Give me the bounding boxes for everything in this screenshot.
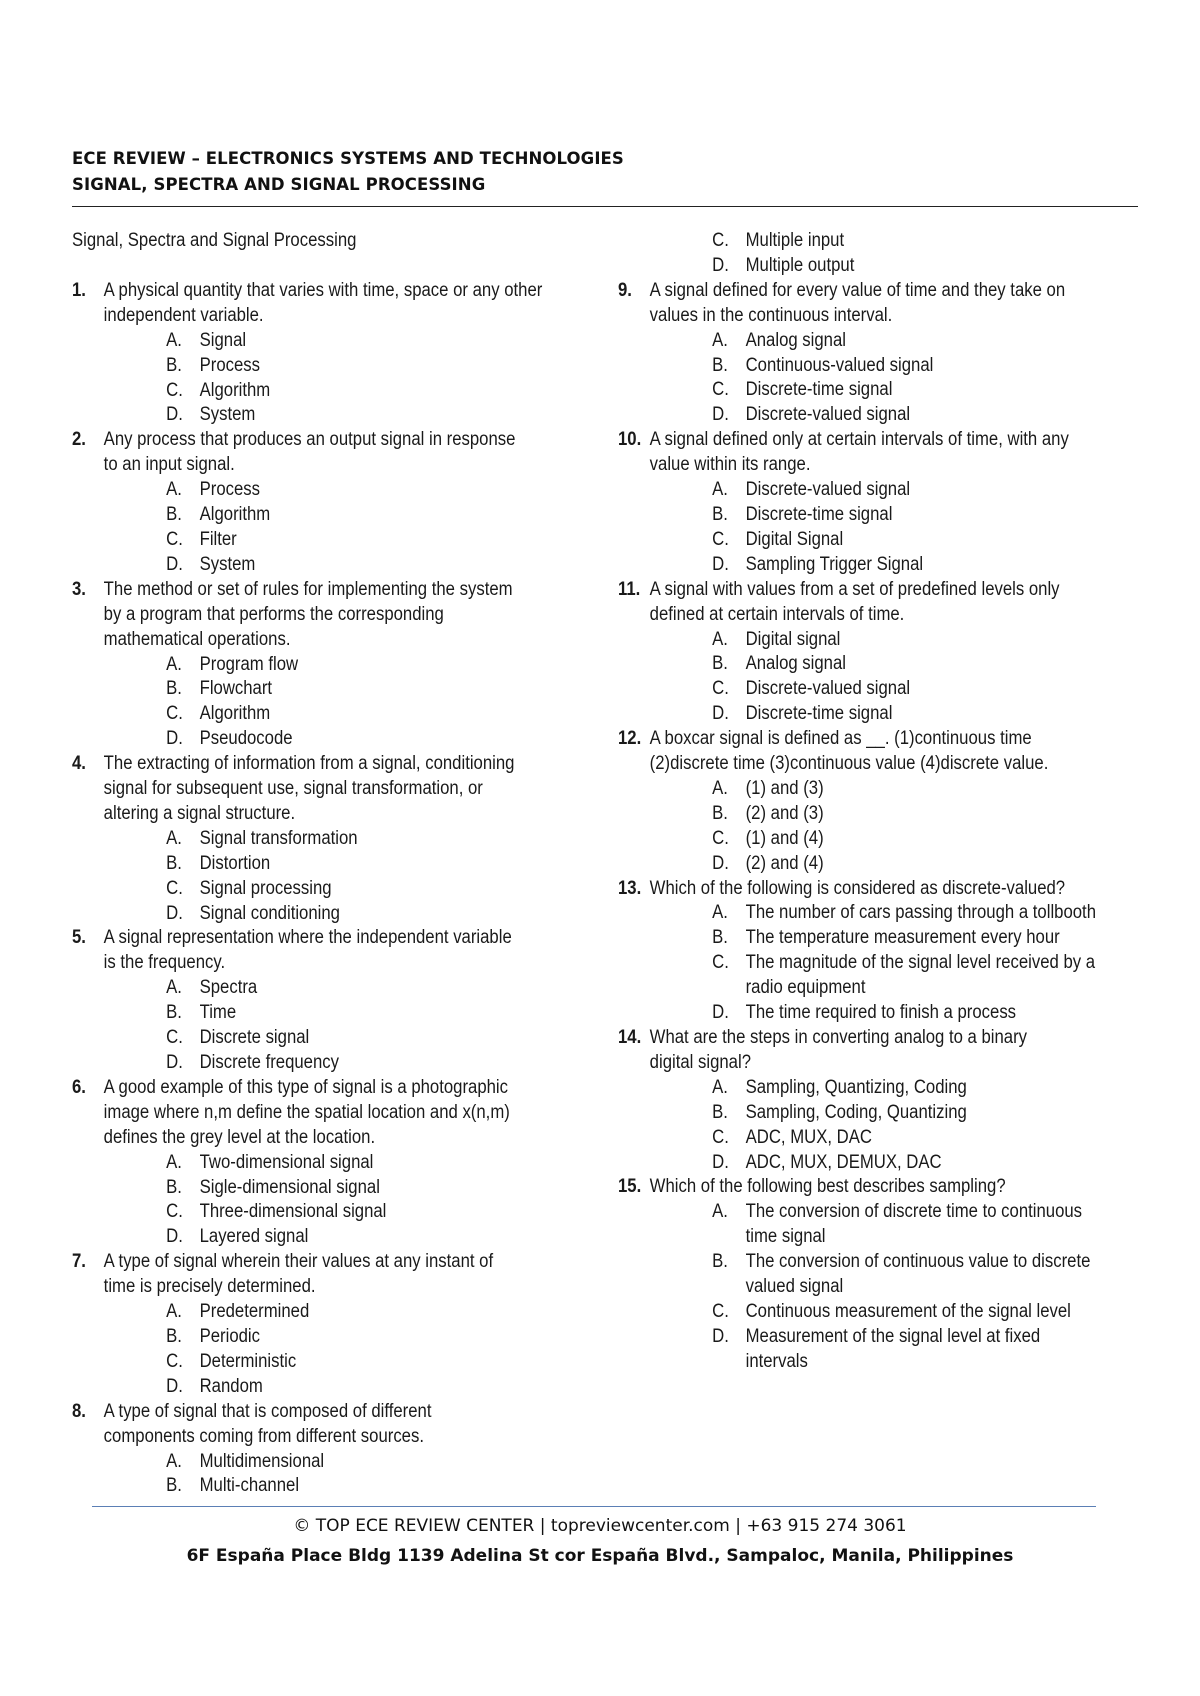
- question: [72, 428, 604, 478]
- answer-option: [618, 1325, 1150, 1375]
- header-divider: [72, 206, 1138, 207]
- answer-option: [618, 827, 1150, 852]
- option-letter: B.: [166, 1475, 182, 1497]
- option-letter: C.: [712, 678, 729, 700]
- option-letter: C.: [712, 379, 729, 401]
- question-number: 6.: [72, 1076, 86, 1098]
- answer-option: [72, 1474, 604, 1499]
- option-text: The magnitude of the signal level received by a radio equipment: [745, 952, 1096, 999]
- option-text: Three-dimensional signal: [199, 1201, 387, 1223]
- question-text: The extracting of information from a signal, conditioning signal for subsequent use, signal transformation, or altering a signal structure.: [103, 753, 515, 824]
- option-text: ADC, MUX, DEMUX, DAC: [745, 1151, 942, 1173]
- option-letter: A.: [712, 777, 728, 799]
- answer-option: [72, 1026, 604, 1051]
- question-text: A signal defined for every value of time and they take on values in the continuous interval.: [649, 279, 1066, 326]
- option-text: Spectra: [199, 977, 258, 999]
- question: [618, 727, 1150, 777]
- left-question-list: [72, 279, 604, 1499]
- option-text: Predetermined: [199, 1301, 310, 1323]
- option-letter: B.: [712, 1101, 728, 1123]
- option-letter: A.: [166, 329, 182, 351]
- option-letter: A.: [712, 1201, 728, 1223]
- option-letter: D.: [166, 553, 183, 575]
- answer-option: [618, 553, 1150, 578]
- option-text: Multiple input: [745, 230, 845, 251]
- footer-address: 6F España Place Bldg 1139 Adelina St cor España Blvd., Sampaloc, Manila, Philippines: [186, 1546, 1014, 1566]
- option-text: Periodic: [199, 1325, 261, 1347]
- answer-option: [618, 951, 1150, 1001]
- answer-option: [72, 1225, 604, 1250]
- option-letter: A.: [166, 1151, 182, 1173]
- option-letter: A.: [712, 628, 728, 650]
- option-text: Discrete-time signal: [745, 703, 893, 725]
- option-text: The conversion of continuous value to discrete valued signal: [745, 1251, 1091, 1298]
- answer-option: [618, 403, 1150, 428]
- option-text: System: [199, 404, 256, 426]
- option-text: Algorithm: [199, 504, 271, 526]
- question-number: 14.: [618, 1027, 642, 1048]
- option-text: Digital Signal: [745, 528, 844, 550]
- option-letter: B.: [712, 927, 728, 949]
- option-letter: A.: [166, 653, 182, 675]
- question-text: Which of the following is considered as discrete-valued?: [649, 877, 1066, 899]
- option-text: Flowchart: [199, 678, 273, 700]
- answer-option: [618, 901, 1150, 926]
- question-number: 15.: [618, 1176, 642, 1198]
- answer-option: [72, 528, 604, 553]
- option-letter: C.: [166, 877, 183, 899]
- answer-option: [618, 1001, 1150, 1026]
- option-text: (2) and (4): [745, 852, 824, 874]
- question-number: 2.: [72, 429, 86, 451]
- footer-divider: [92, 1506, 1096, 1507]
- question-number: 4.: [72, 753, 86, 775]
- answer-option: [72, 1200, 604, 1225]
- option-letter: C.: [712, 952, 729, 974]
- question: [618, 578, 1150, 628]
- answer-option: [72, 1350, 604, 1375]
- question-number: 7.: [72, 1251, 86, 1273]
- footer-contact: © TOP ECE REVIEW CENTER | topreviewcenter.com | +63 915 274 3061: [293, 1516, 907, 1536]
- option-text: Multiple output: [745, 254, 855, 276]
- option-text: Discrete-time signal: [745, 379, 893, 401]
- option-text: Discrete signal: [199, 1027, 310, 1049]
- answer-option: [618, 378, 1150, 403]
- option-letter: D.: [712, 1325, 729, 1347]
- option-letter: C.: [166, 528, 183, 550]
- answer-option: [72, 553, 604, 578]
- question-number: 11.: [618, 578, 641, 600]
- answer-option: [618, 1200, 1150, 1250]
- question: [618, 877, 1150, 902]
- option-text: (1) and (3): [745, 777, 824, 799]
- option-letter: B.: [166, 852, 182, 874]
- answer-option: [72, 1001, 604, 1026]
- answer-option: [618, 702, 1150, 727]
- answer-option: [72, 727, 604, 752]
- answer-option: [72, 902, 604, 927]
- answer-option: [618, 1101, 1150, 1126]
- question: [72, 279, 604, 329]
- question: [72, 1400, 604, 1450]
- option-text: Analog signal: [745, 329, 847, 351]
- option-letter: D.: [712, 1151, 729, 1173]
- header-title: ECE REVIEW – ELECTRONICS SYSTEMS AND TECHNOLOGIES: [72, 149, 624, 168]
- option-letter: A.: [166, 977, 182, 999]
- question-number: 10.: [618, 429, 642, 451]
- option-text: Multi-channel: [199, 1475, 300, 1497]
- option-text: Deterministic: [199, 1350, 297, 1372]
- option-text: Discrete frequency: [199, 1052, 339, 1073]
- question-text: A boxcar signal is defined as __. (1)continuous time (2)discrete time (3)continuous value (4)discrete value.: [649, 728, 1049, 775]
- question-text: Which of the following best describes sampling?: [649, 1176, 1006, 1198]
- option-text: Sampling Trigger Signal: [745, 553, 924, 575]
- option-text: The conversion of discrete time to continuous time signal: [745, 1201, 1083, 1248]
- option-text: (1) and (4): [745, 827, 824, 849]
- answer-option: [72, 827, 604, 852]
- option-text: Sampling, Coding, Quantizing: [745, 1101, 967, 1123]
- question: [72, 1076, 604, 1151]
- question-number: 8.: [72, 1400, 86, 1422]
- question-number: 3.: [72, 578, 86, 600]
- question-number: 13.: [618, 877, 642, 899]
- option-letter: D.: [166, 728, 183, 750]
- answer-option: [72, 403, 604, 428]
- question: [618, 1026, 1150, 1076]
- question-text: The method or set of rules for implementing the system by a program that performs the corresponding mathematical operations.: [103, 578, 513, 650]
- answer-option: [618, 777, 1150, 802]
- option-letter: C.: [166, 703, 183, 725]
- option-text: ADC, MUX, DAC: [745, 1126, 872, 1148]
- answer-option: [72, 478, 604, 503]
- answer-option: [72, 653, 604, 678]
- option-text: (2) and (3): [745, 802, 824, 824]
- option-letter: A.: [712, 329, 728, 351]
- option-letter: B.: [712, 354, 728, 376]
- option-letter: C.: [166, 379, 183, 401]
- option-letter: B.: [166, 504, 182, 526]
- option-letter: C.: [712, 230, 729, 251]
- option-letter: B.: [166, 1176, 182, 1198]
- option-letter: D.: [166, 1052, 183, 1073]
- answer-option: [72, 1151, 604, 1176]
- option-letter: C.: [712, 827, 729, 849]
- question-text: A type of signal wherein their values at any instant of time is precisely determined.: [103, 1251, 494, 1298]
- question: [72, 578, 604, 653]
- question-text: A signal with values from a set of predefined levels only defined at certain intervals of time.: [649, 578, 1060, 625]
- answer-option: [618, 1126, 1150, 1151]
- option-letter: D.: [712, 703, 729, 725]
- option-letter: A.: [712, 902, 728, 924]
- option-text: Discrete-time signal: [745, 503, 893, 525]
- answer-option: [72, 379, 604, 404]
- question-text: A type of signal that is composed of different components coming from different sources.: [103, 1400, 432, 1447]
- option-letter: D.: [712, 852, 729, 874]
- answer-option: [618, 802, 1150, 827]
- option-text: The temperature measurement every hour: [745, 927, 1060, 949]
- header-subtitle: SIGNAL, SPECTRA AND SIGNAL PROCESSING: [72, 175, 486, 194]
- question-text: What are the steps in converting analog to a binary digital signal?: [649, 1027, 1028, 1073]
- answer-option: [72, 1450, 604, 1475]
- option-text: Sampling, Quantizing, Coding: [745, 1076, 967, 1098]
- question: [618, 428, 1150, 478]
- option-text: The number of cars passing through a tollbooth: [745, 902, 1097, 924]
- answer-option: [72, 329, 604, 354]
- option-text: Signal conditioning: [199, 902, 340, 924]
- answer-option: [618, 229, 1150, 254]
- answer-option: [618, 1250, 1150, 1300]
- option-letter: B.: [166, 1325, 182, 1347]
- option-text: Distortion: [199, 852, 271, 874]
- option-letter: D.: [166, 902, 183, 924]
- option-text: Algorithm: [199, 379, 271, 401]
- option-letter: B.: [712, 653, 728, 675]
- question: [72, 1250, 604, 1300]
- option-letter: D.: [712, 404, 729, 426]
- option-text: Signal processing: [199, 877, 332, 899]
- option-letter: D.: [166, 1226, 183, 1248]
- question: [72, 926, 604, 976]
- option-letter: A.: [712, 479, 728, 501]
- option-text: Process: [199, 479, 261, 501]
- right-column: [618, 229, 1150, 1375]
- question-text: A signal defined only at certain intervals of time, with any value within its range.: [649, 429, 1069, 476]
- answer-option: [618, 254, 1150, 279]
- option-text: Layered signal: [199, 1226, 309, 1248]
- option-text: System: [199, 553, 256, 575]
- option-text: Discrete-valued signal: [745, 479, 911, 501]
- answer-option: [618, 926, 1150, 951]
- option-text: Discrete-valued signal: [745, 404, 911, 426]
- option-text: Program flow: [199, 653, 299, 675]
- option-letter: B.: [166, 678, 182, 700]
- option-letter: D.: [712, 553, 729, 575]
- option-text: Analog signal: [745, 653, 847, 675]
- option-text: Continuous measurement of the signal level: [745, 1300, 1071, 1322]
- option-letter: A.: [712, 1076, 728, 1098]
- option-text: Measurement of the signal level at fixed intervals: [745, 1325, 1041, 1372]
- option-letter: C.: [712, 1300, 729, 1322]
- answer-option: [72, 852, 604, 877]
- answer-option: [618, 1076, 1150, 1101]
- left-column: [72, 229, 604, 1499]
- option-text: Process: [199, 354, 261, 376]
- answer-option: [618, 528, 1150, 553]
- option-letter: C.: [166, 1350, 183, 1372]
- question-number: 1.: [72, 279, 86, 301]
- answer-option: [618, 652, 1150, 677]
- option-letter: D.: [166, 404, 183, 426]
- option-letter: B.: [166, 354, 182, 376]
- answer-option: [618, 1300, 1150, 1325]
- question-text: A physical quantity that varies with time, space or any other independent variable.: [103, 279, 543, 326]
- option-text: Two-dimensional signal: [199, 1151, 374, 1173]
- question-text: A good example of this type of signal is a photographic image where n,m define the spatial location and x(n,m) defines the grey level at the location.: [103, 1076, 510, 1148]
- option-text: Digital signal: [745, 628, 841, 650]
- option-text: Time: [199, 1002, 237, 1024]
- question: [618, 1175, 1150, 1200]
- option-text: The time required to finish a process: [745, 1002, 1017, 1024]
- answer-option: [72, 1300, 604, 1325]
- option-letter: D.: [712, 1002, 729, 1024]
- answer-option: [72, 677, 604, 702]
- option-letter: D.: [166, 1375, 183, 1397]
- question: [72, 752, 604, 827]
- section-intro: Signal, Spectra and Signal Processing: [72, 230, 357, 251]
- answer-option: [618, 677, 1150, 702]
- question-number: 5.: [72, 927, 86, 949]
- option-text: Continuous-valued signal: [745, 354, 934, 376]
- option-letter: D.: [712, 254, 729, 276]
- answer-option: [618, 628, 1150, 653]
- answer-option: [618, 852, 1150, 877]
- answer-option: [72, 1051, 604, 1076]
- question-text: Any process that produces an output signal in response to an input signal.: [103, 429, 516, 476]
- option-letter: A.: [166, 479, 182, 501]
- option-text: Random: [199, 1375, 263, 1397]
- question-text: A signal representation where the independent variable is the frequency.: [103, 927, 512, 974]
- option-letter: B.: [712, 802, 728, 824]
- option-text: Pseudocode: [199, 728, 293, 750]
- answer-option: [72, 503, 604, 528]
- option-text: Discrete-valued signal: [745, 678, 911, 700]
- option-text: Signal: [199, 329, 247, 351]
- answer-option: [72, 976, 604, 1001]
- answer-option: [618, 1151, 1150, 1176]
- answer-option: [72, 1176, 604, 1201]
- option-letter: C.: [712, 528, 729, 550]
- answer-option: [72, 702, 604, 727]
- option-letter: A.: [166, 1301, 182, 1323]
- document-header: [72, 146, 1132, 198]
- answer-option: [72, 1375, 604, 1400]
- option-text: Signal transformation: [199, 827, 358, 849]
- answer-option: [72, 354, 604, 379]
- option-letter: A.: [166, 827, 182, 849]
- option-letter: C.: [166, 1027, 183, 1049]
- option-letter: B.: [712, 503, 728, 525]
- option-text: Filter: [199, 528, 237, 550]
- answer-option: [618, 329, 1150, 354]
- option-letter: B.: [712, 1251, 728, 1273]
- option-text: Sigle-dimensional signal: [199, 1176, 380, 1198]
- right-question-list: [618, 229, 1150, 1375]
- question-number: 12.: [618, 728, 642, 750]
- option-letter: C.: [712, 1126, 729, 1148]
- question: [618, 279, 1150, 329]
- question-number: 9.: [618, 279, 632, 301]
- option-text: Multidimensional: [199, 1450, 325, 1472]
- answer-option: [618, 478, 1150, 503]
- option-letter: C.: [166, 1201, 183, 1223]
- answer-option: [618, 503, 1150, 528]
- option-letter: B.: [166, 1002, 182, 1024]
- answer-option: [618, 354, 1150, 379]
- answer-option: [72, 1325, 604, 1350]
- option-text: Algorithm: [199, 703, 271, 725]
- answer-option: [72, 877, 604, 902]
- option-letter: A.: [166, 1450, 182, 1472]
